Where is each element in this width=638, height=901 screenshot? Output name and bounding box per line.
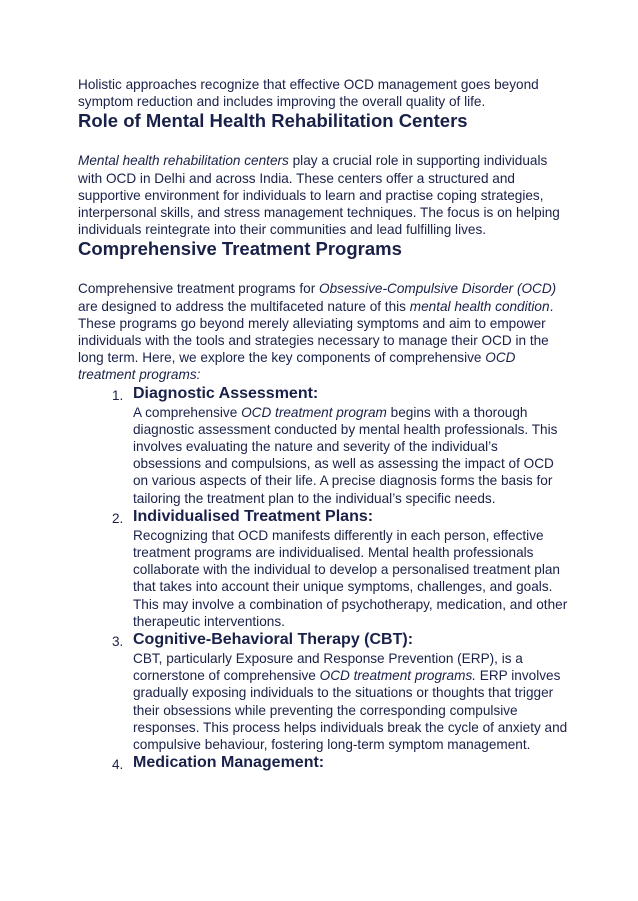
list-item-text — [133, 650, 568, 753]
list-item-title: Cognitive-Behavioral Therapy (CBT): — [133, 631, 414, 649]
comp-text-2: are designed to address the multifaceted nature of this — [78, 298, 410, 314]
list-item-title: Individualised Treatment Plans: — [133, 507, 374, 525]
comp-italic-2: mental health condition — [409, 298, 550, 314]
list-item-text — [133, 404, 568, 507]
role-italic-lead: Mental health rehabilitation centers — [78, 153, 289, 169]
comp-italic-1: Obsessive-Compulsive Disorder (OCD) — [319, 281, 557, 297]
comp-text-3: . These programs go beyond merely alleviating symptoms and aim to empower individuals with the tools and strategies necessary to manage their OCD in the long term. Here, we explore the key components of comprehensive — [78, 298, 554, 366]
heading-role-of-centers: Role of Mental Health Rehabilitation Centers — [78, 110, 468, 132]
comp-italic-3: OCD treatment programs: — [78, 350, 516, 383]
intro-paragraph — [78, 76, 568, 110]
list-item-text: Recognizing that OCD manifests differently in each person, effective treatment programs are individualised. Mental health professionals collaborate with the individual to develop a personalised treatment plan that takes into account their unique symptoms, challenges, and goals. This may involve a combination of psychotherapy, medication, and other therapeutic interventions. — [133, 527, 568, 629]
list-item-diagnostic-assessment — [78, 384, 568, 507]
list-item-individualised-plans — [78, 507, 568, 630]
document-page — [78, 76, 568, 773]
treatment-components-list — [78, 384, 568, 774]
list-number: 4. — [112, 757, 124, 773]
item-italic-part: OCD treatment programs. — [319, 668, 477, 684]
list-item-medication-management — [78, 753, 568, 773]
item-text-part: ERP involves gradually exposing individuals to the situations or thoughts that trigger their obsessions while preventing the corresponding compulsive responses. This process helps individuals break the cycle of anxiety and compulsive behaviour, fostering long-term symptom management. — [133, 668, 568, 753]
list-item-cbt — [78, 630, 568, 753]
item-italic-part: OCD treatment program — [241, 404, 387, 420]
comp-text-1: Comprehensive treatment programs for — [78, 281, 320, 297]
role-paragraph — [78, 152, 568, 238]
comprehensive-paragraph — [78, 280, 568, 383]
item-text-part: A comprehensive — [133, 404, 242, 420]
role-text: play a crucial role in supporting individuals with OCD in Delhi and across India. These centers offer a structured and supportive environment for individuals to learn and practise coping strategies, interpersonal skills, and stress management techniques. The focus is on helping individuals reintegrate into their communities and lead fulfilling lives. — [78, 153, 560, 238]
intro-text: Holistic approaches recognize that effective OCD management goes beyond symptom reduction and includes improving the overall quality of life. — [78, 77, 539, 110]
heading-comprehensive-programs: Comprehensive Treatment Programs — [78, 238, 402, 260]
list-item-title: Medication Management: — [133, 754, 325, 772]
list-item-title: Diagnostic Assessment: — [133, 384, 319, 402]
list-number: 1. — [112, 387, 124, 403]
list-number: 2. — [112, 510, 124, 526]
item-text-part: CBT, particularly Exposure and Response Prevention (ERP), is a cornerstone of comprehensive — [133, 651, 523, 684]
item-text-part: begins with a thorough diagnostic assessment conducted by mental health professionals. This involves evaluating the nature and severity of the individual’s obsessions and compulsions, as well as assessing the impact of OCD on various aspects of their life. A precise diagnosis forms the basis for tailoring the treatment plan to the individual’s specific needs. — [133, 404, 558, 506]
list-number: 3. — [112, 634, 124, 650]
